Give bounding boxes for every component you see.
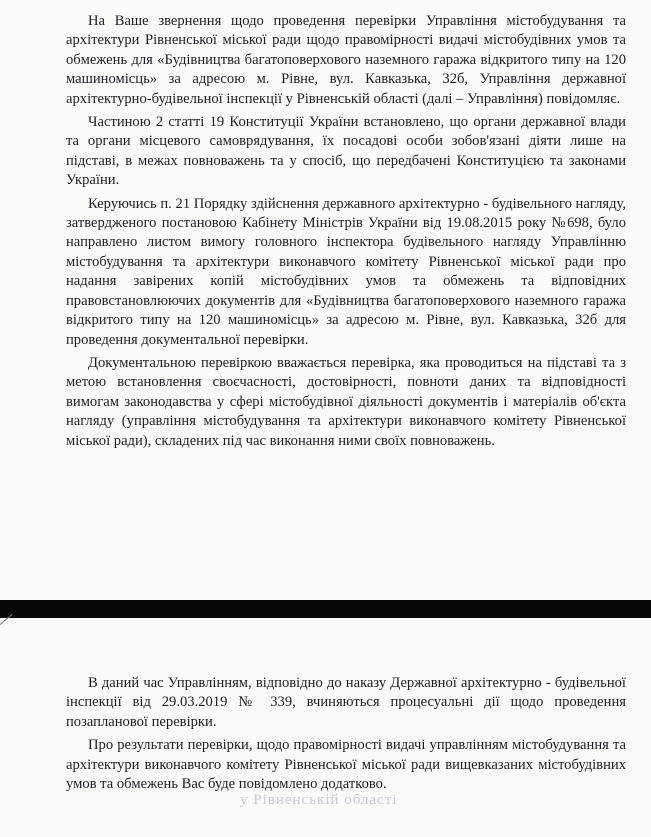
letter-body-bottom xyxy=(66,674,626,798)
scan-gap xyxy=(0,600,651,618)
watermark-text: у Рівненській області xyxy=(240,792,398,808)
paragraph-results: Про результати перевірки, щодо правомірності видачі управлінням містобудування та архітектури виконавчого комітету Рівненської міської ради вищевказаних містобудівних умов та обмежень Вас буде повідомлено додатково. xyxy=(66,737,626,793)
paragraph-request: На Ваше звернення щодо проведення перевірки Управління містобудування та архітектури Рівненської міської ради щодо правомірності видачі містобудівних умов та обмежень для «Будівництва багатоповерхового наземного гаража відкритого типу на 120 машиномісць» за адресою м. Рівне, вул. Кавказька, 32б, Управління державної архітектурно-будівельної інспекції у Рівненській області (далі – Управління) повідомляє. xyxy=(66,13,626,107)
paragraph-constitution: Частиною 2 статті 19 Конституції України встановлено, що органи державної влади та органи місцевого самоврядування, їх посадові особи зобов'язані діяти лише на підставі, в межах повноважень та у спосіб, що передбачені Конституцією та законами України. xyxy=(66,114,626,189)
paragraph-documentary-check: Документальною перевіркою вважається перевірка, яка проводиться на підставі та з метою встановлення своєчасності, достовірності, повноти даних та відповідності вимогам законодавства у сфері містобудівної діяльності документів і матеріалів об'єкта нагляду (управління містобудування та архітектури виконавчого комітету Рівненської міської ради), складених під час виконання ними своїх повноважень. xyxy=(66,354,626,449)
paragraph-procedure: Керуючись п. 21 Порядку здійснення державного архітектурно - будівельного нагляду, затвердженого постановою Кабінету Міністрів України від 19.08.2015 року №698, було направлено листом вимогу головного інспектора будівельного нагляду Управлінню містобудування та архітектури виконавчого комітету Рівненської міської ради про надання завірених копій містобудівних умов та обмежень та відповідних правовстановлюючих документів для «Будівництва багатоповерхового наземного гаража відкритого типу на 120 машиномісць» за адресою м. Рівне, вул. Кавказька, 32б для проведення документальної перевірки. xyxy=(66,195,626,348)
paragraph-current-actions: В даний час Управлінням, відповідно до наказу Державної архітектурно - будівельної інспекції від 29.03.2019 № 339, вчиняються процесуальні дії щодо проведення позапланової перевірки. xyxy=(66,675,626,730)
letter-body-top xyxy=(66,12,626,455)
